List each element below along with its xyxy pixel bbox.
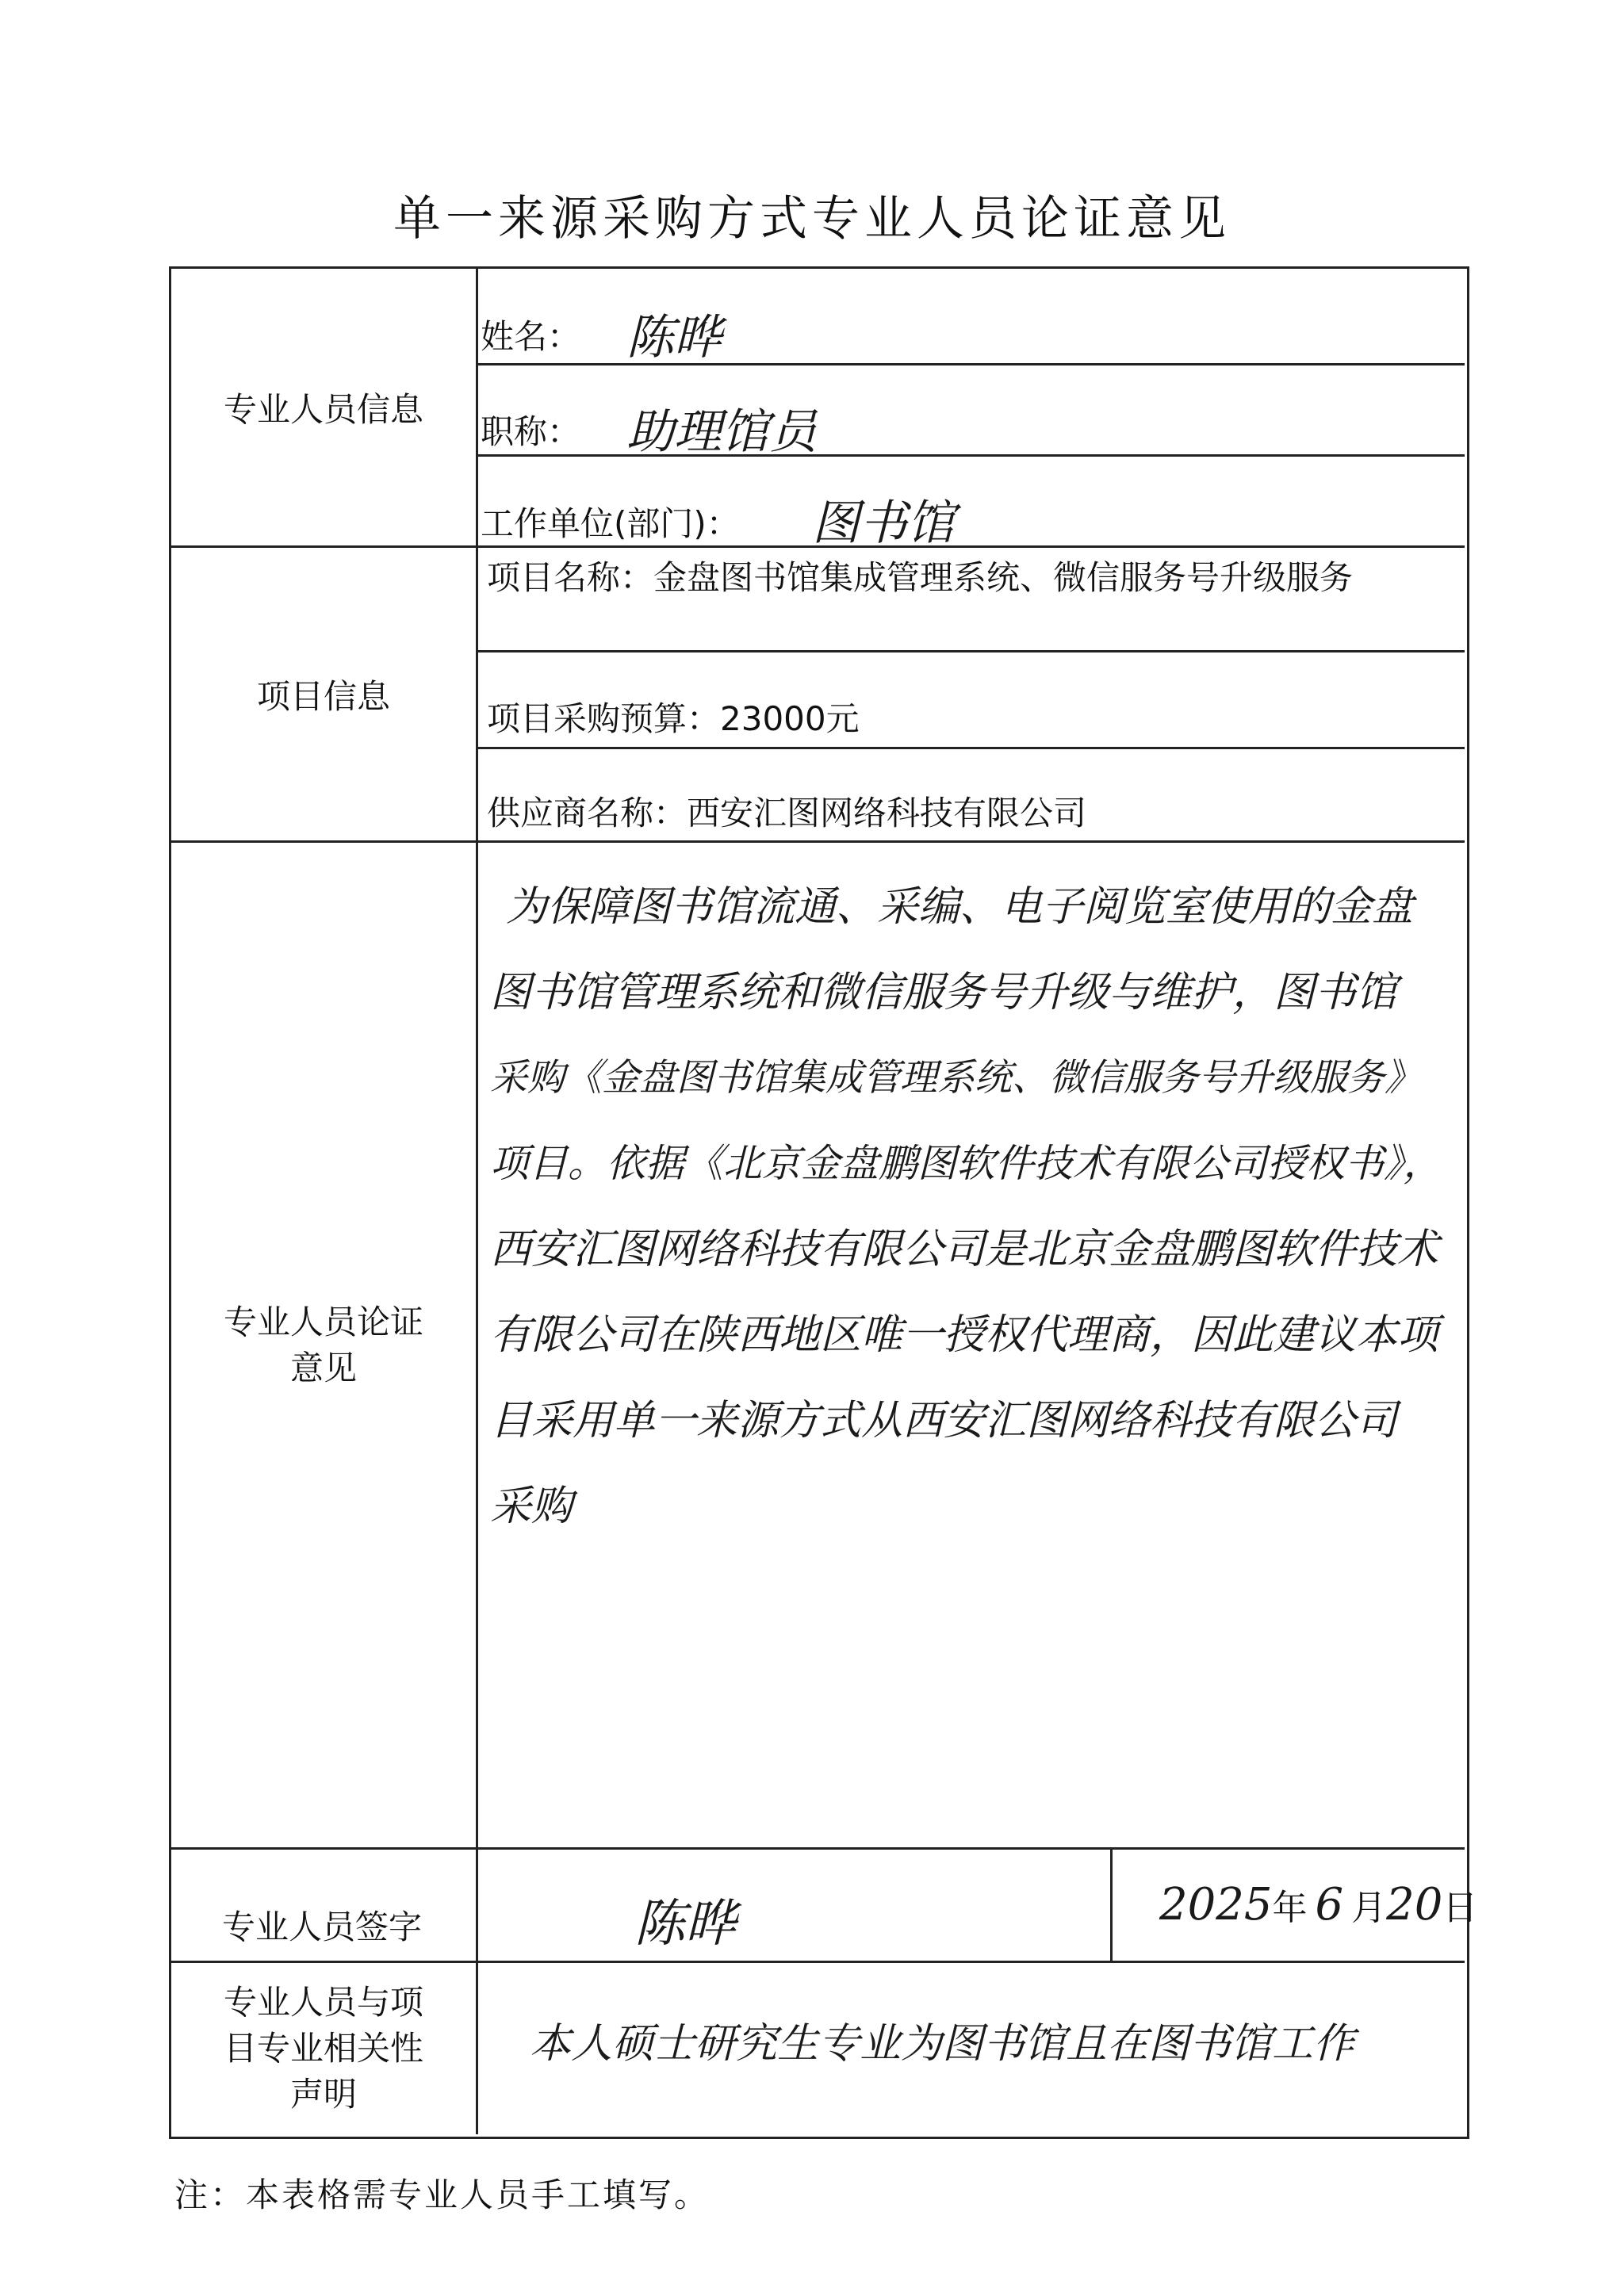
signature-label: 专业人员签字 (222, 1908, 423, 1946)
opinion-section-label (171, 843, 476, 1847)
opinion-line: 为保障图书馆流通、采编、电子阅览室使用的金盘 (506, 883, 1414, 931)
footnote: 注：本表格需专业人员手工填写。 (174, 2175, 710, 2214)
opinion-line: 目采用单一来源方式从西安汇图网络科技有限公司 (490, 1397, 1398, 1445)
title-label: 职称： (481, 412, 581, 451)
row-divider (476, 747, 1465, 749)
date-cell-divider (1110, 1847, 1113, 1961)
name-value: 陈晔 (626, 310, 722, 365)
supplier-row (487, 787, 1086, 835)
opinion-line: 图书馆管理系统和微信服务号升级与维护，图书馆 (490, 969, 1398, 1016)
opinion-text (490, 864, 1442, 1549)
project-name-row (487, 557, 1458, 599)
date-month-unit: 月 (1351, 1888, 1387, 1928)
opinion-line: 有限公司在陕西地区唯一授权代理商，因此建议本项 (490, 1311, 1439, 1359)
supplier-value: 西安汇图网络科技有限公司 (687, 794, 1087, 832)
budget-row (487, 693, 860, 740)
date-day-unit: 日 (1442, 1888, 1478, 1928)
row-divider (476, 454, 1465, 457)
signature-value: 陈晔 (634, 1895, 736, 1954)
supplier-label: 供应商名称： (487, 794, 688, 832)
row-divider (476, 363, 1465, 365)
opinion-section-label-line-2: 意见 (289, 1348, 357, 1387)
opinion-line: 采购 (490, 1483, 573, 1530)
date-month: 6 (1315, 1879, 1344, 1931)
opinion-line: 项目。依据《北京金盘鹏图软件技术有限公司授权书》， (490, 1141, 1442, 1186)
date-day: 20 (1386, 1879, 1443, 1931)
project-name-value: 金盘图书馆集成管理系统、微信服务号升级服务 (653, 558, 1354, 597)
signature-date (1159, 1879, 1477, 1931)
project-section-label: 项目信息 (256, 676, 390, 716)
relevance-label-line-2: 目专业相关性 (223, 2029, 423, 2068)
dept-value: 图书馆 (812, 496, 955, 551)
opinion-section-label-line-1: 专业人员论证 (223, 1302, 423, 1341)
row-divider (169, 1847, 1465, 1850)
name-label: 姓名： (481, 317, 581, 356)
personnel-section-label: 专业人员信息 (223, 389, 423, 429)
budget-value: 23000元 (720, 699, 860, 738)
relevance-label-line-1: 专业人员与项 (223, 1983, 423, 2022)
opinion-line: 采购《金盘图书馆集成管理系统、微信服务号升级服务》 (490, 1056, 1422, 1100)
relevance-label (171, 1963, 476, 2134)
title-value: 助理馆员 (626, 404, 817, 460)
budget-label: 项目采购预算： (487, 699, 721, 738)
relevance-label-line-3: 声明 (289, 2075, 357, 2114)
document-title: 单一来源采购方式专业人员论证意见 (393, 191, 1231, 247)
project-name-label: 项目名称： (487, 558, 654, 597)
relevance-value: 本人硕士研究生专业为图书馆且在图书馆工作 (530, 2020, 1355, 2068)
row-divider (476, 650, 1465, 652)
date-year: 2025 (1159, 1879, 1273, 1931)
opinion-line: 西安汇图网络科技有限公司是北京金盘鹏图软件技术 (490, 1226, 1439, 1273)
date-year-unit: 年 (1272, 1888, 1308, 1928)
dept-label: 工作单位(部门)： (481, 504, 740, 543)
